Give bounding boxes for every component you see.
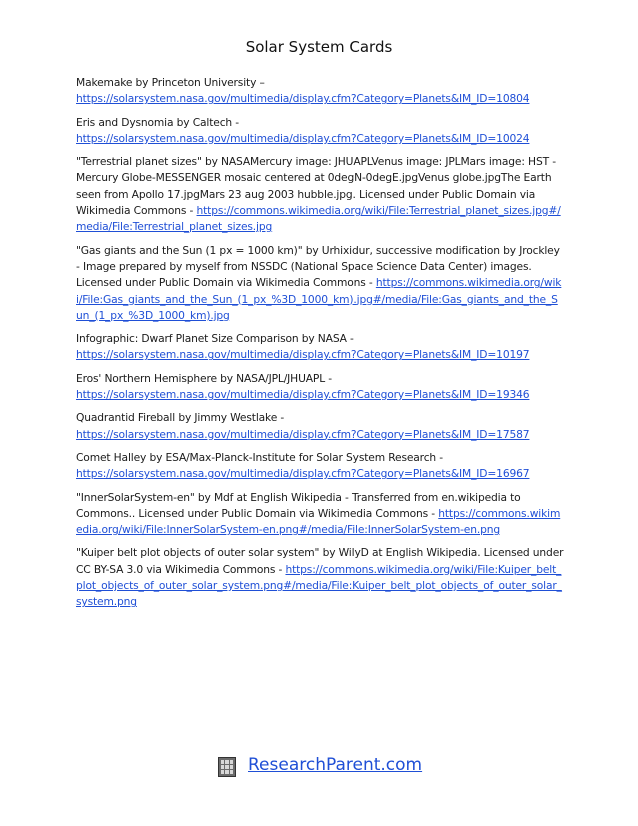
credit-text: "Gas giants and the Sun (1 px = 1000 km)" by Urhixidur, successive modification by Jrockley - Image prepared by myself from NSSDC (National Space Science Data Center) images. Licensed under Public Domain via Wikimedia Commons - (76, 243, 560, 290)
list-item (76, 545, 564, 610)
source-link[interactable]: https://commons.wikimedia.org/wiki/File:InnerSolarSystem-en.png#/media/File:InnerSolarSystem-en.png (76, 506, 561, 537)
list-item (76, 243, 564, 324)
credits-list (76, 75, 564, 618)
credit-text: Makemake by Princeton University – (76, 76, 265, 89)
list-item (76, 410, 564, 443)
list-item (76, 75, 564, 108)
credit-text: "Terrestrial planet sizes" by NASAMercury image: JHUAPLVenus image: JPLMars image: HST - Mercury Globe-MESSENGER mosaic centered at 0degN-0degE.jpgVenus globe.jpgThe Earth seen from Apollo 17.jpgMars 23 aug 2003 hubble.jpg. Licensed under Public Domain via Wikimedia Commons - (76, 155, 556, 218)
list-item (76, 331, 564, 364)
list-item (76, 450, 564, 483)
footer (0, 757, 638, 779)
source-link[interactable]: https://solarsystem.nasa.gov/multimedia/display.cfm?Category=Planets&IM_ID=10804 (76, 92, 530, 106)
calculator-icon (218, 757, 236, 777)
source-link[interactable]: https://commons.wikimedia.org/wiki/File:Kuiper_belt_plot_objects_of_outer_solar_system.png#/media/File:Kuiper_belt_plot_objects_of_outer_solar_system.png (76, 562, 562, 609)
source-link[interactable]: https://commons.wikimedia.org/wiki/File:Gas_giants_and_the_Sun_(1_px_%3D_1000_km).jpg#/media/File:Gas_giants_and_the_Sun_(1_px_%3D_1000_km).jpg (76, 276, 562, 322)
credit-text: "Kuiper belt plot objects of outer solar system" by WilyD at English Wikipedia. Licensed under CC BY-SA 3.0 via Wikimedia Commons - (76, 546, 564, 576)
page-title: Solar System Cards (245, 38, 393, 56)
source-link[interactable]: https://commons.wikimedia.org/wiki/File:Terrestrial_planet_sizes.jpg#/media/File:Terrestrial_planet_sizes.jpg (76, 204, 561, 234)
credit-text: Eros' Northern Hemisphere by NASA/JPL/JHUAPL - (76, 371, 332, 385)
credit-text: "InnerSolarSystem-en" by Mdf at English Wikipedia - Transferred from en.wikipedia to Commons.. Licensed under Public Domain via Wikimedia Commons - (76, 490, 521, 520)
list-item (76, 154, 564, 235)
source-link[interactable]: https://solarsystem.nasa.gov/multimedia/display.cfm?Category=Planets&IM_ID=17587 (76, 427, 530, 441)
footer-site-link[interactable]: ResearchParent.com (248, 755, 423, 775)
source-link[interactable]: https://solarsystem.nasa.gov/multimedia/display.cfm?Category=Planets&IM_ID=10197 (76, 348, 530, 362)
credit-text: Eris and Dysnomia by Caltech - (76, 115, 240, 129)
credit-text: Quadrantid Fireball by Jimmy Westlake - (76, 411, 285, 425)
source-link[interactable]: https://solarsystem.nasa.gov/multimedia/display.cfm?Category=Planets&IM_ID=10024 (76, 131, 530, 145)
list-item (76, 115, 564, 148)
source-link[interactable]: https://solarsystem.nasa.gov/multimedia/display.cfm?Category=Planets&IM_ID=19346 (76, 388, 530, 402)
list-item (76, 490, 564, 539)
credit-text: Comet Halley by ESA/Max-Planck-Institute for Solar System Research - (76, 450, 443, 464)
list-item (76, 371, 564, 404)
source-link[interactable]: https://solarsystem.nasa.gov/multimedia/display.cfm?Category=Planets&IM_ID=16967 (76, 467, 530, 481)
credit-text: Infographic: Dwarf Planet Size Comparison by NASA - (76, 332, 354, 346)
